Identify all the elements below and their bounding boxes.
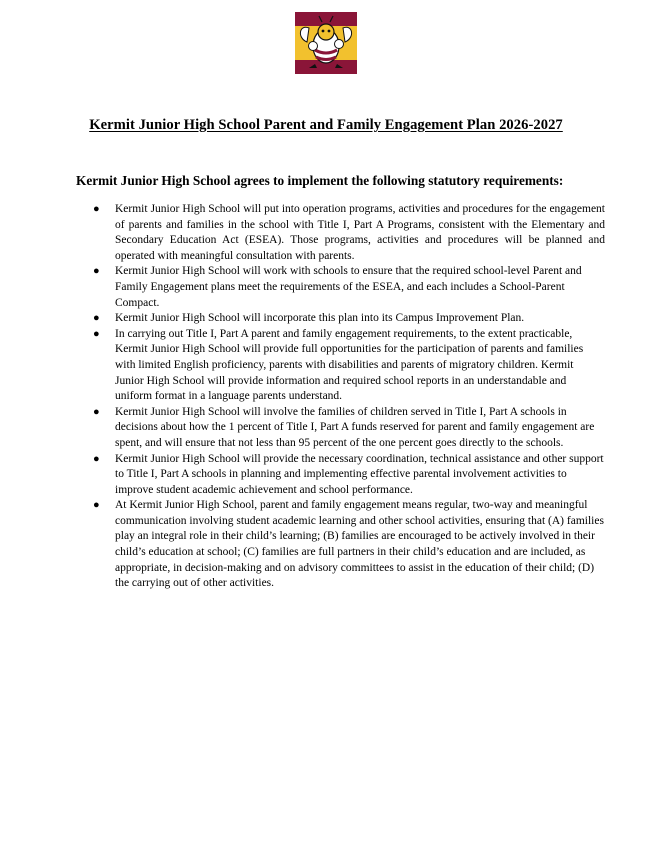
yellow-jacket-mascot-icon bbox=[295, 12, 357, 74]
list-item bbox=[93, 311, 605, 327]
list-item-text: Kermit Junior High School will provide the necessary coordination, technical assistance and other support to Title I, Part A schools in planning and implementing effective parental involvement activities to improve student academic achievement and school performance. bbox=[115, 452, 604, 496]
page-title: Kermit Junior High School Parent and Family Engagement Plan 2026-2027 bbox=[89, 117, 563, 133]
bullet-icon: ● bbox=[93, 499, 100, 512]
intro-heading: Kermit Junior High School agrees to implement the following statutory requirements: bbox=[76, 173, 564, 188]
list-item-text: Kermit Junior High School will put into operation programs, activities and procedures for the engagement of parents and families in the school with Title I, Part A Programs, consistent with the Elementary and Secondary Education Act (ESEA). Those programs, activities and procedures will be planned and operated with meaningful consultation with parents. bbox=[115, 203, 605, 262]
requirements-list bbox=[93, 202, 605, 592]
bullet-icon: ● bbox=[93, 452, 100, 465]
list-item bbox=[93, 264, 605, 311]
bullet-icon: ● bbox=[93, 405, 100, 418]
list-item-text: Kermit Junior High School will incorporate this plan into its Campus Improvement Plan. bbox=[115, 312, 525, 325]
list-item-text: Kermit Junior High School will involve the families of children served in Title I, Part A schools in decisions about how the 1 percent of Title I, Part A funds reserved for parent and family engagement are spent, and will ensure that not less than 95 percent of the one percent goes directly to the schools. bbox=[115, 405, 595, 449]
list-item-text: At Kermit Junior High School, parent and family engagement means regular, two-way and meaningful communication involving student academic learning and other school activities, ensuring that (A) families play an integral role in their child’s learning; (B) families are encouraged to be actively involved in their child’s education at school; (C) families are full partners in their child’s education and are included, as appropriate, in decision-making and on advisory committees to assist in the education of their child; (D) the carrying out of other activities. bbox=[115, 499, 604, 590]
school-mascot-logo bbox=[295, 12, 357, 74]
list-item bbox=[93, 452, 605, 499]
bullet-icon: ● bbox=[93, 203, 100, 215]
list-item-text: In carrying out Title I, Part A parent and family engagement requirements, to the extent practicable, Kermit Junior High School will provide full opportunities for the participation of parents and families with limited English proficiency, parents with disabilities and parents of migratory children. Kermit Junior High School will provide information and required school reports in an understandable and uniform format in a language parents understand. bbox=[115, 327, 584, 403]
bullet-icon: ● bbox=[93, 327, 100, 340]
list-item-text: Kermit Junior High School will work with schools to ensure that the required school-level Parent and Family Engagement plans meet the requirements of the ESEA, and each includes a School-Parent Compact. bbox=[115, 265, 582, 309]
list-item bbox=[93, 202, 605, 264]
list-item bbox=[93, 405, 605, 452]
bullet-icon: ● bbox=[93, 265, 100, 278]
list-item bbox=[93, 327, 605, 405]
bullet-icon: ● bbox=[93, 312, 100, 325]
list-item bbox=[93, 498, 605, 592]
